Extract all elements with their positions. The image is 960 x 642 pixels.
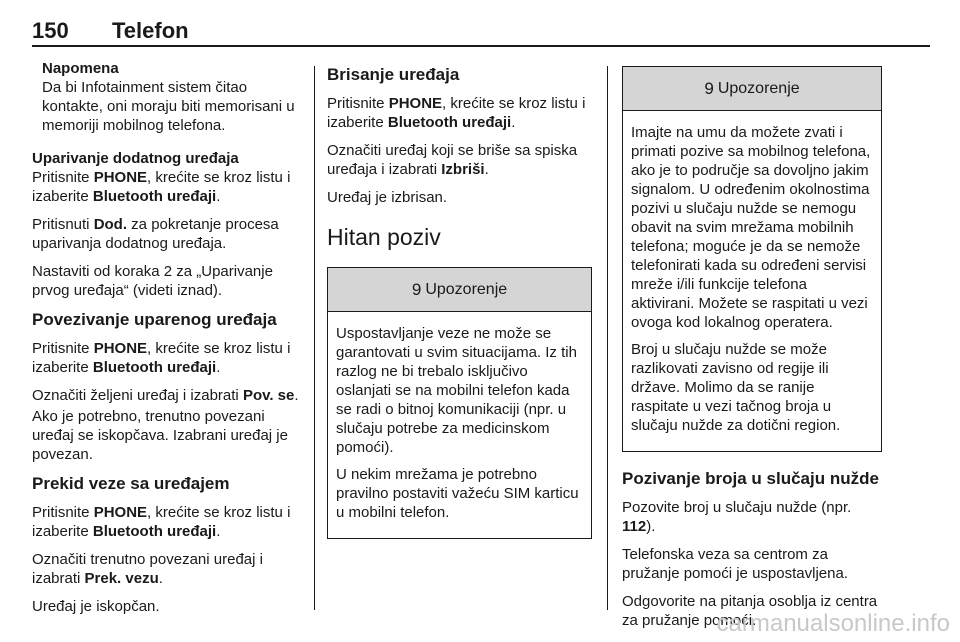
connect-p2: Označiti željeni uređaj i izabrati Pov. se. — [32, 387, 299, 404]
delete-p2: Označiti uređaj koji se briše sa spiska uređaja i izabrati Izbriši. — [327, 142, 578, 178]
pair-more-p1: Pritisnite PHONE, krećite se kroz listu i izaberite Bluetooth uređaji. — [32, 169, 291, 205]
warning-box-2 — [622, 66, 882, 452]
warning-body — [623, 111, 881, 451]
column-3 — [622, 66, 882, 639]
delete-title: Brisanje uređaja — [327, 65, 460, 84]
watermark: carmanualsonline.info — [716, 610, 950, 637]
warning-header — [328, 268, 591, 312]
emergency-call-p3: Odgovorite na pitanja osoblja iz centra za pružanje pomoći. — [622, 593, 878, 629]
column-divider-2 — [607, 66, 608, 610]
delete-p1: Pritisnite PHONE, krećite se kroz listu i izaberite Bluetooth uređaji. — [327, 95, 586, 131]
warning-p2: U nekim mrežama je potrebno pravilno postaviti važeću SIM karticu u mobilni telefon. — [336, 466, 579, 521]
emergency-call-p2: Telefonska veza sa centrom za pružanje pomoći je uspostavljena. — [622, 546, 848, 582]
connect-p3: Ako je potrebno, trenutno povezani uređaj se iskopčava. Izabrani uređaj je povezan. — [32, 408, 288, 463]
warning-body — [328, 312, 591, 538]
warning-title: Upozorenje — [717, 79, 800, 97]
header-rule — [32, 45, 930, 47]
warning-p1: Imajte na umu da možete zvati i primati pozive sa mobilnog telefona, ako je to područje sa dovoljno jakim signalom. U određenim okolnostima pozivi u slučaju nužde se nemogu obavit na svim mrežama mobilnih telefona; moguće je da se nemože telefonirati kada su određeni servisi mreže i/ili funkcije telefona aktivirani. Možete se raspitati u vezi ovoga kod lokalnog operatera. — [631, 124, 871, 331]
emergency-call-title: Pozivanje broja u slučaju nužde — [622, 469, 879, 488]
connect-title: Povezivanje uparenog uređaja — [32, 310, 277, 329]
warning-title: Upozorenje — [425, 280, 508, 298]
warning-p1: Uspostavljanje veze ne može se garantovati u svim situacijama. Iz tih razlog ne bi trebalo isključivo oslanjati se na mobilni telefon kada se radi o bitnoj komunikaciji (npr. u slučaju potrebe za medicinskom pomoći). — [336, 325, 577, 456]
pair-more-p2: Pritisnuti Dod. za pokretanje procesa uparivanja dodatnog uređaja. — [32, 216, 279, 252]
column-divider-1 — [314, 66, 315, 610]
note-box — [32, 60, 302, 135]
disconnect-p3: Uređaj je iskopčan. — [32, 598, 160, 615]
warning-icon: 9 — [704, 78, 714, 98]
disconnect-p1: Pritisnite PHONE, krećite se kroz listu i izaberite Bluetooth uređaji. — [32, 504, 291, 540]
column-2 — [327, 60, 592, 539]
warning-box-1 — [327, 267, 592, 539]
chapter-title: Telefon — [112, 18, 189, 43]
emergency-heading: Hitan poziv — [327, 224, 441, 250]
warning-icon: 9 — [411, 279, 422, 299]
page-number: 150 — [32, 18, 69, 43]
page-header — [32, 10, 930, 50]
disconnect-p2: Označiti trenutno povezani uređaj i izabrati Prek. vezu. — [32, 551, 263, 587]
delete-p3: Uređaj je izbrisan. — [327, 189, 448, 206]
pair-more-p3: Nastaviti od koraka 2 za „Uparivanje prvog uređaja“ (videti iznad). — [32, 263, 273, 299]
pair-more-title: Uparivanje dodatnog uređaja — [32, 150, 239, 167]
note-text: Da bi Infotainment sistem čitao kontakte, oni moraju biti memorisani u memoriji mobilnog telefona. — [42, 79, 295, 134]
emergency-call-p1: Pozovite broj u slučaju nužde (npr. 112). — [622, 499, 852, 535]
note-title: Napomena — [42, 60, 119, 77]
column-1 — [32, 60, 302, 625]
connect-p1: Pritisnite PHONE, krećite se kroz listu i izaberite Bluetooth uređaji. — [32, 340, 291, 376]
warning-p2: Broj u slučaju nužde se može razlikovati zavisno od regije ili države. Molimo da se ranije raspitate u vezi tačnog broja u slučaju nužde za dotični region. — [631, 341, 841, 434]
warning-header — [623, 67, 881, 111]
disconnect-title: Prekid veze sa uređajem — [32, 474, 230, 493]
